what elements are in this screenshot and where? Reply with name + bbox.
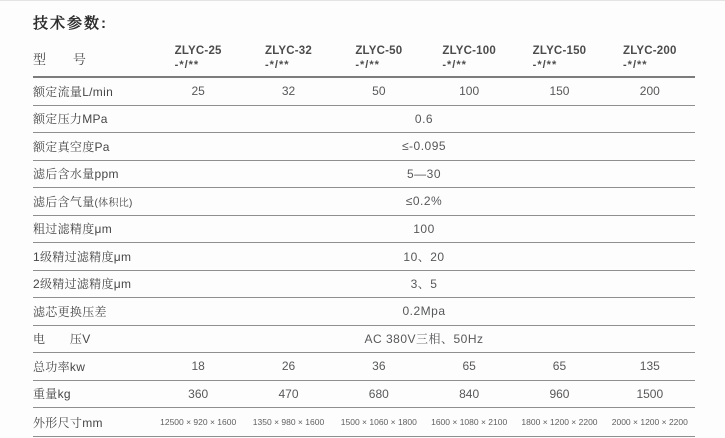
table-cell-span: ≤0.2%: [405, 194, 443, 209]
table-row: [33, 188, 695, 216]
table-row: [33, 353, 695, 381]
row-label: 外形尺寸mm: [33, 415, 103, 430]
table-cell: 36: [372, 359, 386, 374]
table-row: [33, 106, 695, 134]
row-label-note: (体积比): [94, 197, 133, 209]
model-name: ZLYC-200: [623, 45, 677, 57]
table-row: [33, 133, 695, 161]
table-cell: 100: [459, 84, 480, 99]
row-label: 总功率kw: [33, 359, 86, 374]
table-cell-span: 5—30: [406, 166, 442, 181]
table-cell: 25: [191, 84, 205, 99]
row-label: 额定流量L/min: [33, 84, 114, 99]
row-label: 重量kg: [33, 387, 71, 402]
table-row: [33, 161, 695, 189]
model-suffix: -*/**: [442, 58, 467, 71]
table-cell-span: 100: [413, 221, 435, 236]
table-row: [33, 326, 695, 354]
row-cells: [153, 359, 695, 373]
row-label: 电 压V: [33, 332, 91, 347]
table-cell: 840: [459, 386, 480, 401]
table-cell: 680: [368, 386, 389, 401]
table-row: [33, 298, 695, 326]
model-name: ZLYC-25: [174, 45, 222, 57]
table-cell: 1600 × 1080 × 2100: [431, 417, 508, 427]
table-cell-span: ≤-0.095: [401, 139, 447, 154]
table-cell: 18: [191, 359, 205, 374]
table-cell: 26: [281, 359, 296, 374]
column-header-model: 型 号: [33, 52, 87, 67]
table-cell: 12500 × 920 × 1600: [160, 417, 237, 427]
content-area: [0, 1, 695, 437]
table-cell-span: 0.2Mpa: [402, 304, 446, 319]
model-name: ZLYC-32: [264, 45, 312, 57]
row-cells: [153, 139, 695, 153]
page-title: 技术参数:: [33, 15, 108, 32]
column-header-zlyc-32: [243, 45, 333, 72]
row-cells: [153, 417, 695, 427]
table-cell: 960: [549, 386, 570, 401]
spec-table: [33, 41, 695, 437]
model-suffix: -*/**: [623, 58, 648, 71]
table-cell: 32: [281, 84, 296, 99]
table-row: [33, 381, 695, 409]
row-label: 2级精过滤精度μm: [33, 277, 132, 292]
row-label: 滤后含水量ppm: [33, 167, 119, 182]
table-header-row: [33, 41, 695, 78]
table-cell: 1350 × 980 × 1600: [252, 417, 325, 427]
model-suffix: -*/**: [532, 58, 558, 71]
row-label: 1级精过滤精度μm: [33, 249, 132, 264]
row-label: 额定压力MPa: [33, 112, 108, 127]
table-cell: 65: [552, 359, 567, 374]
model-suffix: -*/**: [264, 58, 290, 71]
row-cells: [153, 167, 695, 181]
row-label: 滤芯更换压差: [33, 304, 107, 319]
table-cell-span: 0.6: [414, 111, 434, 126]
table-cell: 470: [278, 386, 299, 401]
model-name: ZLYC-50: [355, 45, 403, 57]
table-row: [33, 78, 695, 106]
model-name: ZLYC-150: [532, 45, 587, 57]
column-header-zlyc-200: [605, 45, 695, 72]
table-cell: 200: [639, 84, 660, 99]
row-label: 额定真空度Pa: [33, 139, 110, 154]
table-cell: 150: [549, 84, 570, 99]
table-row: [33, 408, 695, 437]
column-header-zlyc-50: [334, 45, 424, 72]
row-cells: [153, 222, 695, 236]
column-header-zlyc-100: [424, 45, 514, 72]
row-cells: [153, 84, 695, 98]
column-header-zlyc-150: [514, 45, 604, 72]
model-suffix: -*/**: [174, 58, 200, 71]
table-row: [33, 271, 695, 299]
table-cell: 2000 × 1200 × 2200: [611, 417, 688, 427]
table-cell-span: AC 380V三相、50Hz: [364, 332, 484, 347]
table-cell: 65: [462, 359, 476, 374]
model-name: ZLYC-100: [442, 45, 496, 57]
row-cells: [153, 304, 695, 318]
row-label: 滤后含气量(体积比): [33, 194, 133, 209]
table-cell: 135: [639, 359, 660, 374]
model-suffix: -*/**: [355, 58, 380, 71]
table-row: [33, 216, 695, 244]
row-label: 粗过滤精度μm: [33, 222, 113, 237]
table-cell: 50: [372, 84, 386, 99]
row-cells: [153, 248, 695, 265]
table-cell: 1500 × 1060 × 1800: [340, 417, 417, 427]
table-body: [33, 78, 695, 437]
table-cell-span: 3、5: [410, 277, 438, 292]
column-header-zlyc-25: [153, 45, 243, 72]
row-cells: [153, 387, 695, 401]
table-cell: 1500: [636, 386, 664, 401]
row-cells: [153, 330, 695, 347]
row-cells: [153, 275, 695, 292]
model-columns: [153, 45, 695, 72]
table-cell: 360: [188, 386, 209, 401]
table-cell: 1800 × 1200 × 2200: [521, 417, 598, 427]
table-row: [33, 243, 695, 271]
row-cells: [153, 194, 695, 208]
row-cells: [153, 112, 695, 126]
table-cell-span: 10、20: [403, 249, 445, 264]
